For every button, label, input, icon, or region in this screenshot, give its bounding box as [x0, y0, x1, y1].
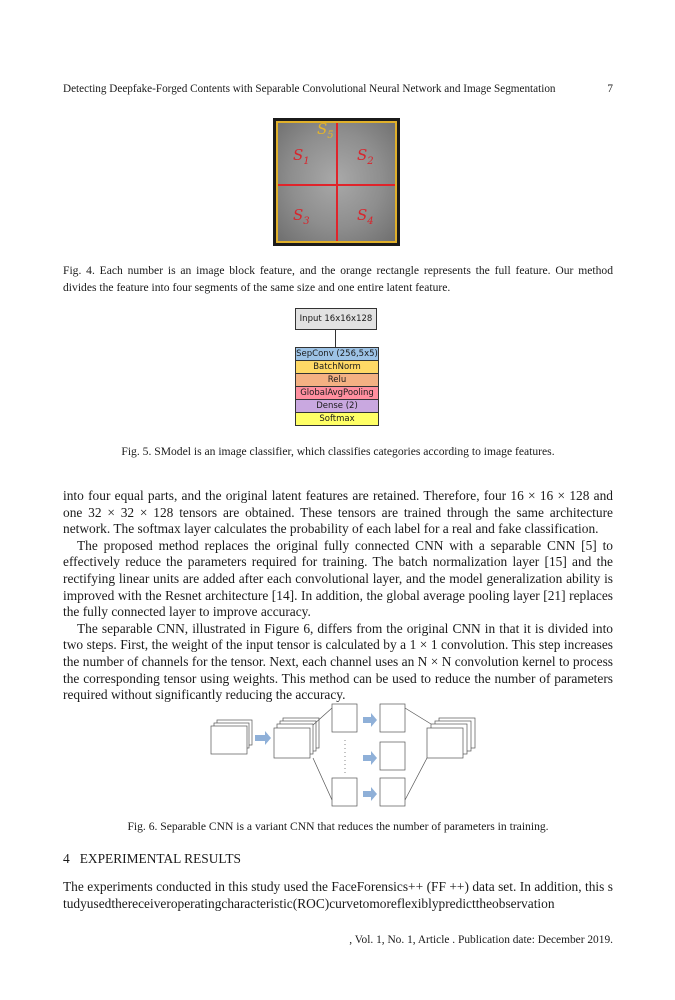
- output-tensor: [427, 718, 475, 758]
- header-title: Detecting Deepfake-Forged Contents with Separable Convolutional Neural Network and Image Segmentation: [63, 83, 556, 95]
- layer-box: SepConv (256,5x5): [296, 349, 378, 359]
- paragraph: The experiments conducted in this study used the FaceForensics++ (FF ++) data set. In addition, this studyusedthereceiveroperatingcharacteristic(ROC)curvetomoreflexiblypredicttheobservation: [63, 879, 613, 911]
- body-text: [63, 488, 613, 704]
- figure-5-caption: Fig. 5. SModel is an image classifier, which classifies categories according to image features.: [121, 445, 555, 458]
- paragraph: into four equal parts, and the original latent features are retained. Therefore, four 16 × 16 × 128 and one 32 × 32 × 128 tensors are obtained. These tensors are trained through the same architecture network. The softmax layer calculates the probability of each label for a real and fake classification.: [63, 488, 613, 537]
- segment-label-s2: $S_2$: [357, 146, 374, 167]
- arrow-connector: [335, 330, 336, 347]
- layer-box: Relu: [295, 374, 379, 387]
- layer-box: Softmax: [295, 413, 379, 426]
- segment-label-s5: $S_5$: [317, 120, 334, 141]
- layer-box: BatchNorm: [295, 361, 379, 374]
- layer-box: Dense (2): [295, 400, 379, 413]
- input-tensor: [211, 720, 252, 754]
- input-box: Input 16x16x128: [295, 308, 377, 330]
- segment-label-s1: $S_1$: [293, 146, 310, 167]
- pointwise-tensor: [274, 718, 319, 758]
- figure-5-smodel-diagram: [295, 308, 379, 426]
- page-footer: , Vol. 1, No. 1, Article . Publication date: December 2019.: [349, 934, 613, 946]
- segment-label-s3: $S_3$: [293, 206, 310, 227]
- layer-box: GlobalAvgPooling: [295, 387, 379, 400]
- paragraph: The separable CNN, illustrated in Figure 6, differs from the original CNN in that it is divided into two steps. First, the weight of the input tensor is calculated by a 1 × 1 convolution. This step increases the number of channels for the tensor. Next, each channel uses an N × N convolution kernel to process the corresponding tensor using weights. This method can be used to reduce the number of parameters required without significantly reducing the accuracy.: [63, 620, 613, 703]
- figure-6-separable-cnn-diagram: [195, 700, 485, 810]
- section-text: [63, 879, 613, 912]
- figure-4-caption: Fig. 4. Each number is an image block feature, and the orange rectangle represents the full feature. Our method divides the feature into four segments of the same size and one entire latent feature.: [63, 264, 613, 294]
- segment-label-s4: $S_4$: [357, 206, 374, 227]
- paragraph: The proposed method replaces the original fully connected CNN with a separable CNN [5] to effectively reduce the parameters required for training. The batch normalization layer [15] and the rectifying linear units are added after each convolutional layer, and the model generalization ability is improved with the Resnet architecture [14]. In addition, the global average pooling layer [21] replaces the fully connected layer to improve accuracy.: [63, 537, 613, 620]
- layer-stack: [295, 347, 379, 426]
- figure-6-caption: Fig. 6. Separable CNN is a variant CNN that reduces the number of parameters in training.: [127, 820, 549, 833]
- section-heading: 4 EXPERIMENTAL RESULTS: [63, 851, 241, 866]
- running-header: [63, 83, 613, 95]
- page-number: 7: [607, 83, 613, 95]
- figure-4-face-segmentation: [273, 118, 400, 246]
- vertical-split-line: [336, 123, 338, 241]
